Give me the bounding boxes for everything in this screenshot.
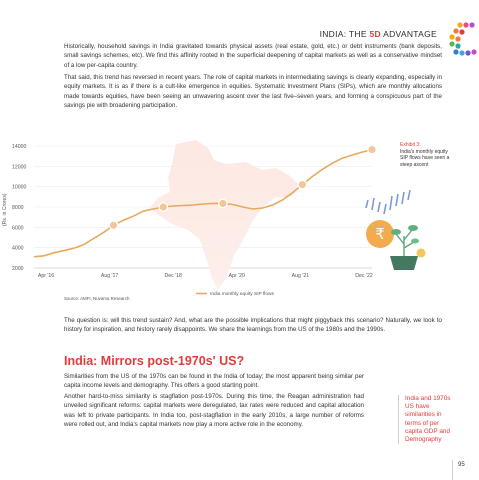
page-number-divider <box>452 460 453 480</box>
stagflation-paragraph: Another hard-to-miss similarity is stagflation post-1970s. During this time, the Reagan administration had unveiled significant reforms: capital markets were deregulated, tax rates were reduced and capital allocation was left to private participants. In India too, post-stagflation in the early 2010s, a large number of reforms were rolled out, and India's capital markets now play a more active role in the economy. <box>64 393 364 429</box>
page-number: 95 <box>458 462 465 468</box>
x-tick-label: Apr '16 <box>37 273 55 279</box>
y-tick-label: 14000 <box>12 144 27 150</box>
y-tick-labels <box>12 144 27 272</box>
chart-source: Source: AMFI, Nuvama Research <box>64 296 130 301</box>
similarities-paragraph: Similarities from the US of the 1970s can be found in the India of today; the most apparent being similar per capita income levels and demography. This offers a good starting point. <box>64 373 364 390</box>
chart-legend <box>196 291 275 297</box>
brand-logo <box>446 15 479 63</box>
pull-quote: India and 1970s US have similarities in terms of per capita GDP and Demography <box>398 395 454 444</box>
section-title: India: Mirrors post-1970s' US? <box>64 354 245 368</box>
plant-pot-icon <box>390 256 418 270</box>
x-tick-label: Aug '17 <box>100 273 119 279</box>
x-tick-label: Apr '20 <box>228 273 245 279</box>
exhibit-text: India's monthly equity SIP flows have seen a steep ascent <box>400 148 450 168</box>
legend-label: India monthly equity SIP flows <box>210 292 274 297</box>
india-map-silhouette <box>150 140 300 290</box>
y-tick-label: 10000 <box>12 184 27 191</box>
exhibit-caption <box>400 142 456 168</box>
y-tick-label: 2000 <box>12 266 24 272</box>
y-tick-label: 6000 <box>12 225 24 232</box>
data-point-marker <box>298 180 306 188</box>
x-tick-label: Dec '22 <box>355 273 373 279</box>
question-paragraph: The question is: will this trend sustain? And, what are the possible implications that might piggyback this scenario? Naturally, we look to history for inspiration, and history rarely disappoints. We share the learnings from the US of the 1980s and the 1990s. <box>64 317 442 334</box>
chart-decor <box>366 190 426 270</box>
x-tick-label: Dec '18 <box>164 273 182 279</box>
page-header-title: INDIA: THE 5D ADVANTAGE <box>319 29 437 39</box>
data-point-marker <box>109 221 117 229</box>
data-point-marker <box>159 203 167 211</box>
intro-paragraph: Historically, household savings in India gravitated towards physical assets (real estate, gold, etc.) or debt instruments (bank deposits, small savings schemes, etc). We find this affinity rooted in the superficial deepening of capital markets as well as a conservative mindset of a low per-capita country. <box>64 43 442 69</box>
trend-paragraph: That said, this trend has reversed in recent years. The role of capital markets in intermediating savings is clearly expanding, especially in equity markets. It is as if there is a cult-like emergence in equities. Systematic Investment Plans (SIPs), which are monthly allocations made towards equities, have been seeing an unwavering ascent over the last five–seven years, and forming a conspicuous part of the savings pie with broadening participation. <box>64 74 442 110</box>
data-point-marker <box>219 199 227 207</box>
y-tick-label: 8000 <box>12 205 24 211</box>
x-tick-labels <box>38 273 373 279</box>
data-point-marker <box>368 145 376 153</box>
exhibit-label: Exhibit 3: <box>400 142 421 148</box>
rupee-symbol: ₹ <box>375 225 385 243</box>
x-tick-label: Aug '21 <box>291 273 310 279</box>
y-tick-label: 12000 <box>12 164 27 171</box>
y-axis-label: (Rs. in Crores) <box>2 193 8 226</box>
y-tick-label: 4000 <box>12 245 24 252</box>
